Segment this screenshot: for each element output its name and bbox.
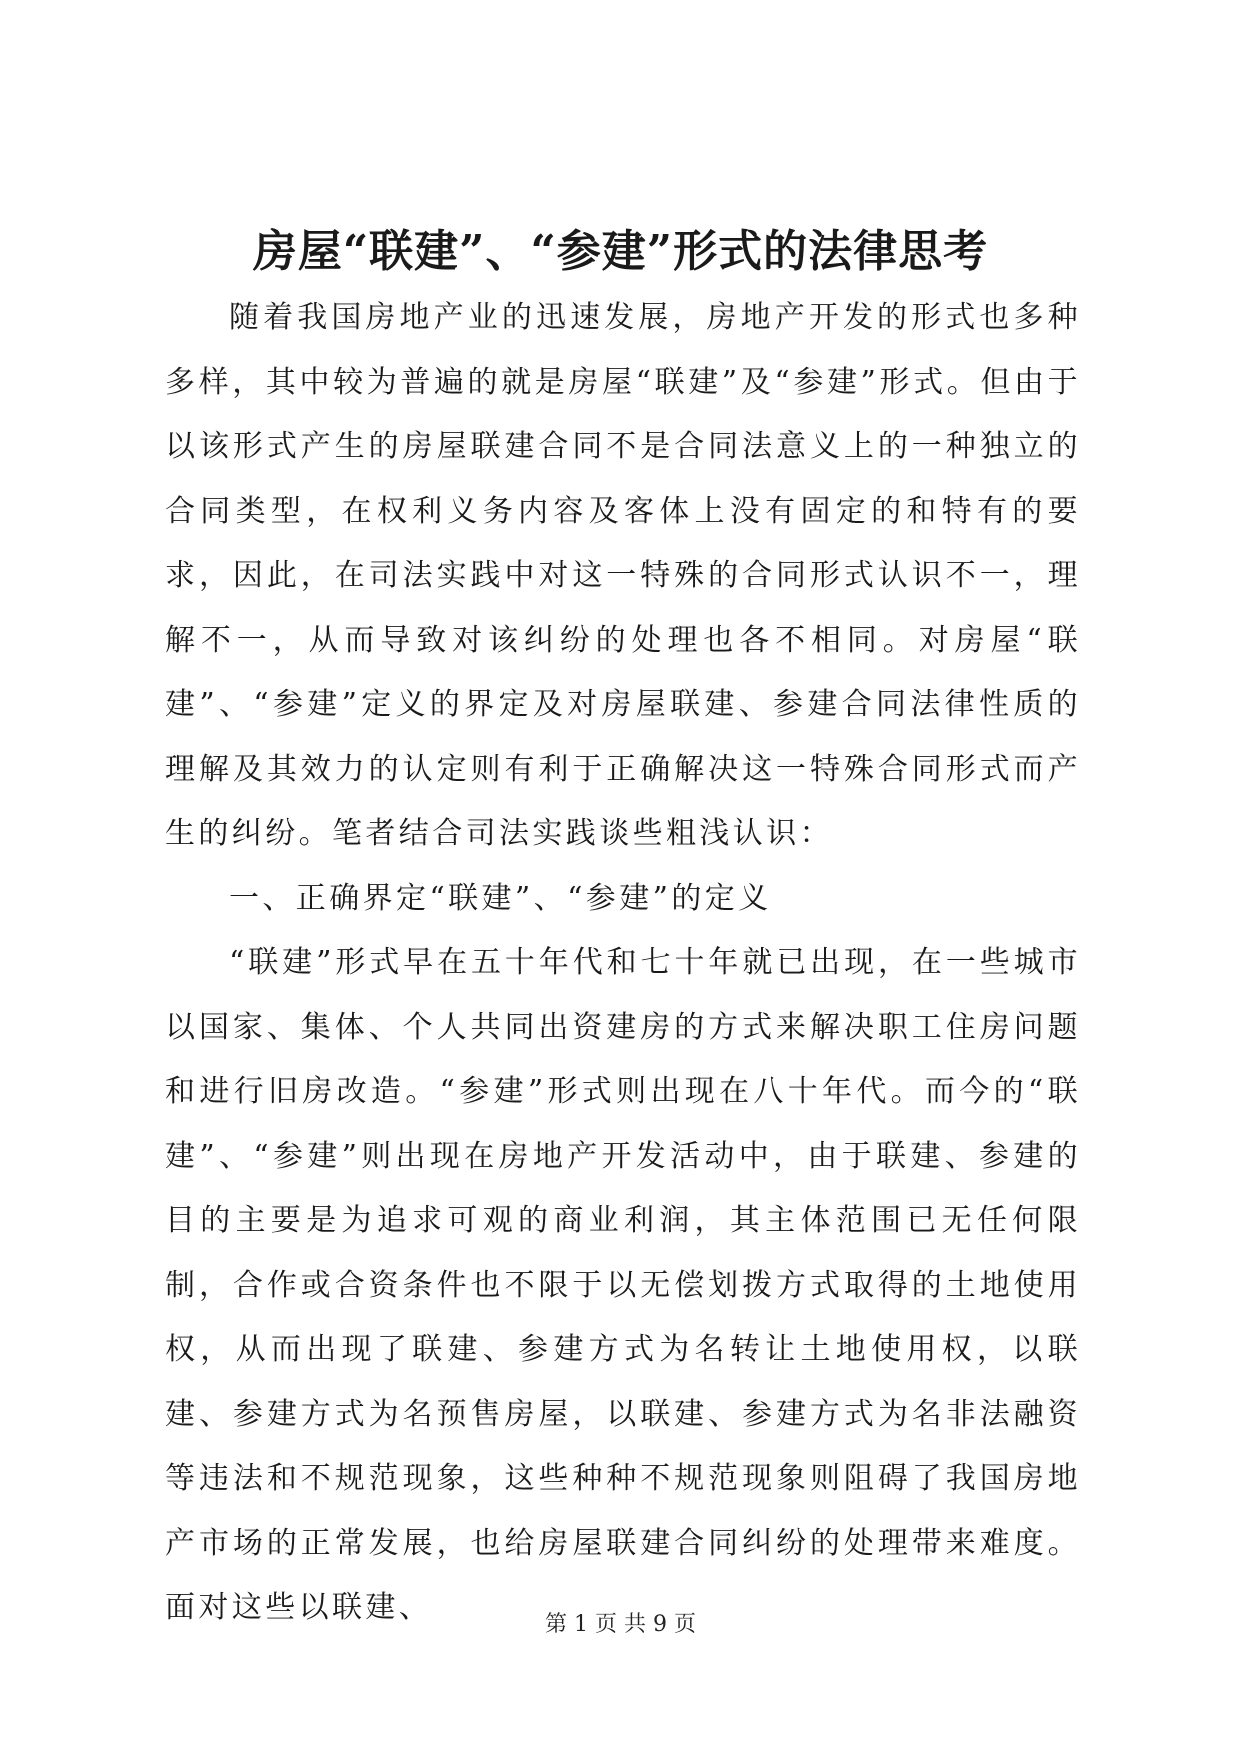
document-title: 房屋“联建”、“参建”形式的法律思考: [252, 226, 989, 277]
section-1-paragraph: “联建”形式早在五十年代和七十年就已出现，在一些城市以国家、集体、个人共同出资建房的方式来解决职工住房问题和进行旧房改造。“参建”形式则出现在八十年代。而今的“联建”、“参建”则出现在房地产开发活动中，由于联建、参建的目的主要是为追求可观的商业利润，其主体范围已无任何限制，合作或合资条件也不限于以无偿划拨方式取得的土地使用权，从而出现了联建、参建方式为名转让土地使用权，以联建、参建方式为名预售房屋，以联建、参建方式为名非法融资等违法和不规范现象，这些种种不规范现象则阻碍了我国房地产市场的正常发展，也给房屋联建合同纠纷的处理带来难度。面对这些以联建、: [165, 945, 1081, 1625]
section-heading-1: 一、正确界定“联建”、“参建”的定义: [229, 880, 772, 916]
page-footer: 第 1 页 共 9 页: [545, 1612, 696, 1637]
intro-paragraph: 随着我国房地产业的迅速发展，房地产开发的形式也多种多样，其中较为普遍的就是房屋“联建”及“参建”形式。但由于以该形式产生的房屋联建合同不是合同法意义上的一种独立的合同类型，在权利义务内容及客体上没有固定的和特有的要求，因此，在司法实践中对这一特殊的合同形式认识不一，理解不一，从而导致对该纠纷的处理也各不相同。对房屋“联建”、“参建”定义的界定及对房屋联建、参建合同法律性质的理解及其效力的认定则有利于正确解决这一特殊合同形式而产生的纠纷。笔者结合司法实践谈些粗浅认识：: [165, 300, 1081, 851]
document-body: [165, 286, 1081, 1641]
